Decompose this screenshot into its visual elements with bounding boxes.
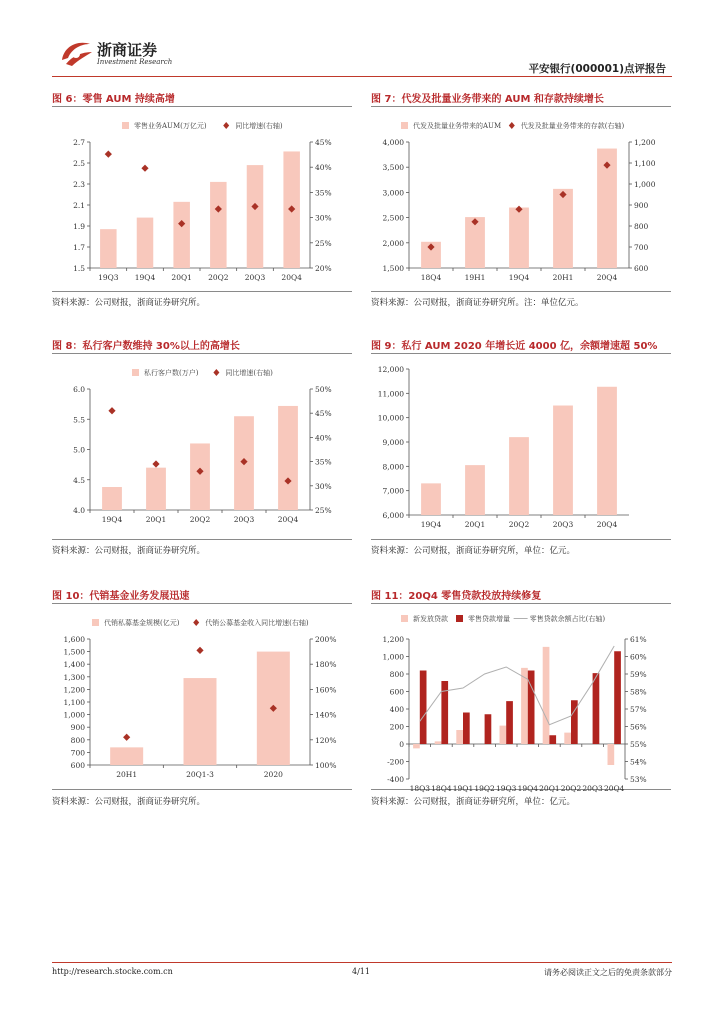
y-tick-label: 11,000: [377, 389, 404, 399]
y2-tick-label: 40%: [315, 433, 332, 443]
figure-6-title: 图 6：零售 AUM 持续高增: [52, 94, 175, 105]
y2-tick-label: 900: [634, 201, 649, 210]
x-tick-label: 18Q4: [420, 273, 442, 282]
legend-swatch: [122, 122, 129, 129]
y-tick-label: 10,000: [377, 413, 404, 423]
x-tick-label: 19Q3: [495, 784, 517, 793]
bar: [500, 726, 507, 744]
bar: [608, 744, 615, 765]
bar: [564, 733, 571, 744]
x-tick-label: 20Q4: [277, 515, 299, 524]
figure-9-chart: [371, 355, 671, 537]
y2-tick-label: 60%: [630, 652, 647, 662]
bar: [506, 701, 513, 744]
y-tick-label: 6.0: [73, 385, 85, 394]
y2-tick-label: 120%: [315, 735, 337, 745]
y-tick-label: 5.5: [73, 415, 85, 425]
bar: [110, 747, 143, 765]
bar: [420, 671, 427, 745]
y2-tick-label: 25%: [315, 506, 332, 515]
y-tick-label: 1,100: [63, 698, 85, 707]
y-tick-label: 1.9: [73, 222, 85, 231]
legend-label: 同比增速(右轴): [225, 369, 273, 377]
y-tick-label: 1,000: [382, 652, 404, 662]
legend-swatch: [193, 619, 199, 626]
figure-8-title: 图 8：私行客户数维持 30%以上的高增长: [52, 341, 240, 352]
scatter-point: [123, 734, 130, 741]
bar: [543, 647, 550, 744]
figure-10-chart: [52, 605, 352, 787]
y2-tick-label: 40%: [315, 163, 332, 173]
legend-label: 零售贷款增量: [468, 615, 510, 623]
legend-swatch: [456, 615, 463, 622]
x-tick-label: 20Q1: [145, 515, 167, 524]
bar: [593, 673, 600, 744]
y2-tick-label: 61%: [630, 635, 647, 644]
y2-tick-label: 45%: [315, 138, 332, 147]
y-tick-label: 6,000: [382, 511, 404, 520]
bar: [173, 202, 190, 268]
y-tick-label: 4.5: [73, 475, 85, 485]
x-tick-label: 20Q3: [552, 520, 574, 529]
y2-tick-label: 45%: [315, 409, 332, 419]
y-tick-label: 2,500: [382, 213, 404, 223]
y-tick-label: -400: [387, 775, 404, 784]
y-tick-label: 1,600: [63, 635, 85, 644]
x-tick-label: 2020: [263, 770, 283, 779]
y2-tick-label: 55%: [630, 740, 647, 749]
figure-8-top-rule: [52, 353, 352, 354]
company-name-cn: 浙商证券: [97, 41, 158, 59]
figure-7-top-rule: [371, 106, 671, 107]
x-tick-label: 20Q3: [233, 515, 255, 524]
y-tick-label: 1,400: [63, 660, 85, 670]
x-tick-label: 20H1: [552, 273, 574, 282]
y-tick-label: 700: [70, 748, 85, 758]
figure-9-bottom-rule: [371, 539, 671, 540]
legend-label: 零售业务AUM(万亿元): [134, 122, 207, 130]
bar: [553, 406, 573, 516]
bar: [413, 744, 420, 748]
y-tick-label: 2.3: [73, 180, 85, 189]
x-tick-label: 19Q2: [474, 784, 495, 793]
y-tick-label: 200: [389, 722, 404, 732]
scatter-point: [196, 647, 203, 654]
x-tick-label: 19Q4: [134, 273, 156, 282]
legend-label: 代销私募基金规模(亿元): [104, 619, 180, 627]
bar: [456, 730, 463, 744]
figure-10-title: 图 10：代销基金业务发展迅速: [52, 591, 190, 602]
y-tick-label: 5.0: [73, 445, 85, 455]
y2-tick-label: 1,100: [634, 159, 656, 168]
x-tick-label: 20Q2: [189, 515, 211, 524]
bar: [485, 714, 492, 744]
y-tick-label: 1,500: [382, 264, 404, 273]
figure-6-chart: [52, 108, 352, 290]
footer-url[interactable]: http://research.stocke.com.cn: [52, 967, 173, 976]
y-tick-label: 1,500: [63, 647, 85, 657]
figure-9-title: 图 9：私行 AUM 2020 年增长近 4000 亿，余额增速超 50%: [371, 341, 658, 352]
y-tick-label: 2.5: [73, 159, 85, 168]
x-tick-label: 20Q3: [582, 784, 603, 793]
bar: [100, 229, 117, 268]
figure-9-top-rule: [371, 353, 671, 354]
y2-tick-label: 56%: [630, 722, 647, 732]
y2-tick-label: 54%: [630, 757, 647, 767]
y-tick-label: 600: [389, 687, 404, 697]
company-logo: [58, 38, 94, 72]
y-tick-label: 2,000: [382, 238, 404, 248]
legend-swatch: [509, 122, 515, 129]
x-tick-label: 18Q4: [431, 784, 452, 793]
scatter-point: [152, 460, 159, 467]
legend-label: 同比增速(右轴): [235, 122, 283, 130]
y2-tick-label: 160%: [315, 685, 337, 695]
legend-swatch: [132, 369, 139, 376]
header-rule: [52, 76, 672, 77]
legend-label: 新发放贷款: [413, 615, 448, 623]
y2-tick-label: 140%: [315, 710, 337, 720]
y2-tick-label: 600: [634, 264, 649, 273]
page-number: 4/11: [352, 967, 370, 976]
y-tick-label: 900: [70, 723, 85, 733]
bar: [421, 483, 441, 515]
figure-11-title: 图 11：20Q4 零售贷款投放持续修复: [371, 591, 542, 602]
bar: [509, 437, 529, 515]
scatter-point: [105, 150, 112, 157]
scatter-point: [108, 407, 115, 414]
bar: [614, 651, 621, 744]
bar: [278, 406, 298, 510]
legend-label: 代销公募基金收入同比增速(右轴): [205, 619, 309, 627]
y-tick-label: 1,300: [63, 672, 85, 682]
bar: [549, 735, 556, 744]
y-tick-label: -200: [387, 757, 404, 767]
legend-swatch: [401, 615, 408, 622]
figure-6-source: 资料来源：公司财报，浙商证券研究所。: [52, 298, 206, 308]
y2-tick-label: 25%: [315, 238, 332, 248]
x-tick-label: 20Q1: [171, 273, 192, 282]
figure-11-source: 资料来源：公司财报，浙商证券研究所，单位：亿元。: [371, 797, 576, 807]
x-tick-label: 20Q2: [560, 784, 582, 793]
bar: [247, 165, 264, 268]
y2-tick-label: 700: [634, 243, 649, 252]
scatter-point: [141, 165, 148, 172]
x-tick-label: 20Q3: [244, 273, 266, 282]
footer-disclaimer: 请务必阅读正文之后的免责条款部分: [544, 968, 672, 977]
figure-9-source: 资料来源：公司财报，浙商证券研究所，单位：亿元。: [371, 546, 576, 556]
y-tick-label: 1,200: [63, 685, 85, 695]
legend-label: 零售贷款余额占比(右轴): [529, 615, 606, 623]
legend-label: 代发及批量业务带来的存款(右轴): [520, 122, 625, 130]
x-tick-label: 19H1: [464, 273, 486, 282]
x-tick-label: 20Q4: [603, 784, 625, 793]
y2-tick-label: 59%: [630, 670, 647, 679]
y-tick-label: 2.1: [73, 201, 85, 210]
y-tick-label: 1,200: [382, 635, 404, 644]
x-tick-label: 20Q1: [539, 784, 560, 793]
y2-tick-label: 30%: [315, 481, 332, 491]
legend-label: 代发及批量业务带来的AUM: [413, 122, 502, 130]
figure-10-bottom-rule: [52, 789, 352, 790]
y2-tick-label: 180%: [315, 660, 337, 670]
y2-tick-label: 20%: [315, 264, 332, 273]
y2-tick-label: 1,000: [634, 180, 656, 189]
x-tick-label: 19Q3: [98, 273, 119, 282]
bar: [509, 208, 529, 268]
x-tick-label: 20Q2: [508, 520, 530, 529]
x-tick-label: 20Q4: [596, 520, 618, 529]
bar: [463, 713, 470, 745]
x-tick-label: 20Q4: [281, 273, 302, 282]
y-tick-label: 3,500: [382, 163, 404, 173]
y2-tick-label: 35%: [315, 188, 332, 198]
bar: [210, 182, 227, 268]
y2-tick-label: 800: [634, 222, 649, 231]
y2-tick-label: 57%: [630, 705, 647, 714]
footer-rule: [52, 962, 672, 963]
x-tick-label: 18Q3: [409, 784, 431, 793]
figure-7-bottom-rule: [371, 291, 671, 292]
y2-tick-label: 35%: [315, 457, 332, 467]
figure-11-top-rule: [371, 603, 671, 604]
report-title: 平安银行(000001)点评报告: [528, 63, 666, 75]
y-tick-label: 9,000: [382, 438, 404, 447]
y-tick-label: 0: [399, 740, 404, 749]
legend-swatch: [401, 122, 408, 129]
y-tick-label: 1.5: [73, 264, 85, 273]
figure-7-source: 资料来源：公司财报，浙商证券研究所。注：单位亿元。: [371, 298, 584, 308]
y-tick-label: 4.0: [73, 506, 85, 515]
y2-tick-label: 200%: [315, 635, 337, 644]
x-tick-label: 19Q4: [101, 515, 123, 524]
figure-7-chart: [371, 108, 671, 290]
figure-10-top-rule: [52, 603, 352, 604]
y-tick-label: 8,000: [382, 462, 404, 472]
bar: [597, 387, 617, 515]
y2-tick-label: 1,200: [634, 138, 656, 147]
x-tick-label: 19Q4: [508, 273, 530, 282]
bar: [553, 189, 573, 268]
x-tick-label: 19Q4: [517, 784, 539, 793]
legend-swatch: [92, 619, 99, 626]
figure-11-chart: [371, 605, 671, 793]
bar: [137, 218, 154, 268]
figure-8-source: 资料来源：公司财报，浙商证券研究所。: [52, 546, 206, 556]
y-tick-label: 1.7: [73, 243, 85, 252]
y-tick-label: 3,000: [382, 188, 404, 198]
legend-label: 私行客户数(万户): [144, 369, 199, 377]
bar: [465, 465, 485, 515]
y2-tick-label: 58%: [630, 687, 647, 697]
bar: [102, 487, 122, 510]
y-tick-label: 2.7: [73, 138, 85, 147]
y-tick-label: 7,000: [382, 486, 404, 496]
y2-tick-label: 50%: [315, 385, 332, 394]
y-tick-label: 1,000: [63, 710, 85, 720]
y2-tick-label: 100%: [315, 761, 337, 770]
bar: [435, 741, 442, 744]
y-tick-label: 800: [70, 735, 85, 745]
figure-8-bottom-rule: [52, 539, 352, 540]
bar: [146, 468, 166, 510]
x-tick-label: 20Q2: [208, 273, 229, 282]
series-line: [420, 646, 614, 725]
y2-tick-label: 53%: [630, 775, 647, 784]
x-tick-label: 19Q4: [420, 520, 442, 529]
y-tick-label: 400: [389, 705, 404, 714]
bar: [190, 443, 210, 510]
bar: [184, 678, 217, 765]
x-tick-label: 20Q1: [464, 520, 486, 529]
y-tick-label: 12,000: [377, 365, 404, 374]
figure-7-title: 图 7：代发及批量业务带来的 AUM 和存款持续增长: [371, 94, 604, 105]
legend-swatch: [213, 369, 219, 376]
y2-tick-label: 30%: [315, 213, 332, 223]
y-tick-label: 800: [389, 670, 404, 679]
y-tick-label: 600: [70, 761, 85, 770]
figure-10-source: 资料来源：公司财报，浙商证券研究所。: [52, 797, 206, 807]
x-tick-label: 20Q4: [596, 273, 618, 282]
x-tick-label: 20Q1-3: [186, 770, 214, 779]
legend-swatch: [223, 122, 229, 129]
figure-6-top-rule: [52, 106, 352, 107]
x-tick-label: 19Q1: [452, 784, 474, 793]
company-name-en: Investment Research: [97, 58, 173, 66]
x-tick-label: 20H1: [116, 770, 138, 779]
figure-6-bottom-rule: [52, 291, 352, 292]
y-tick-label: 4,000: [382, 138, 404, 147]
figure-8-chart: [52, 355, 352, 537]
